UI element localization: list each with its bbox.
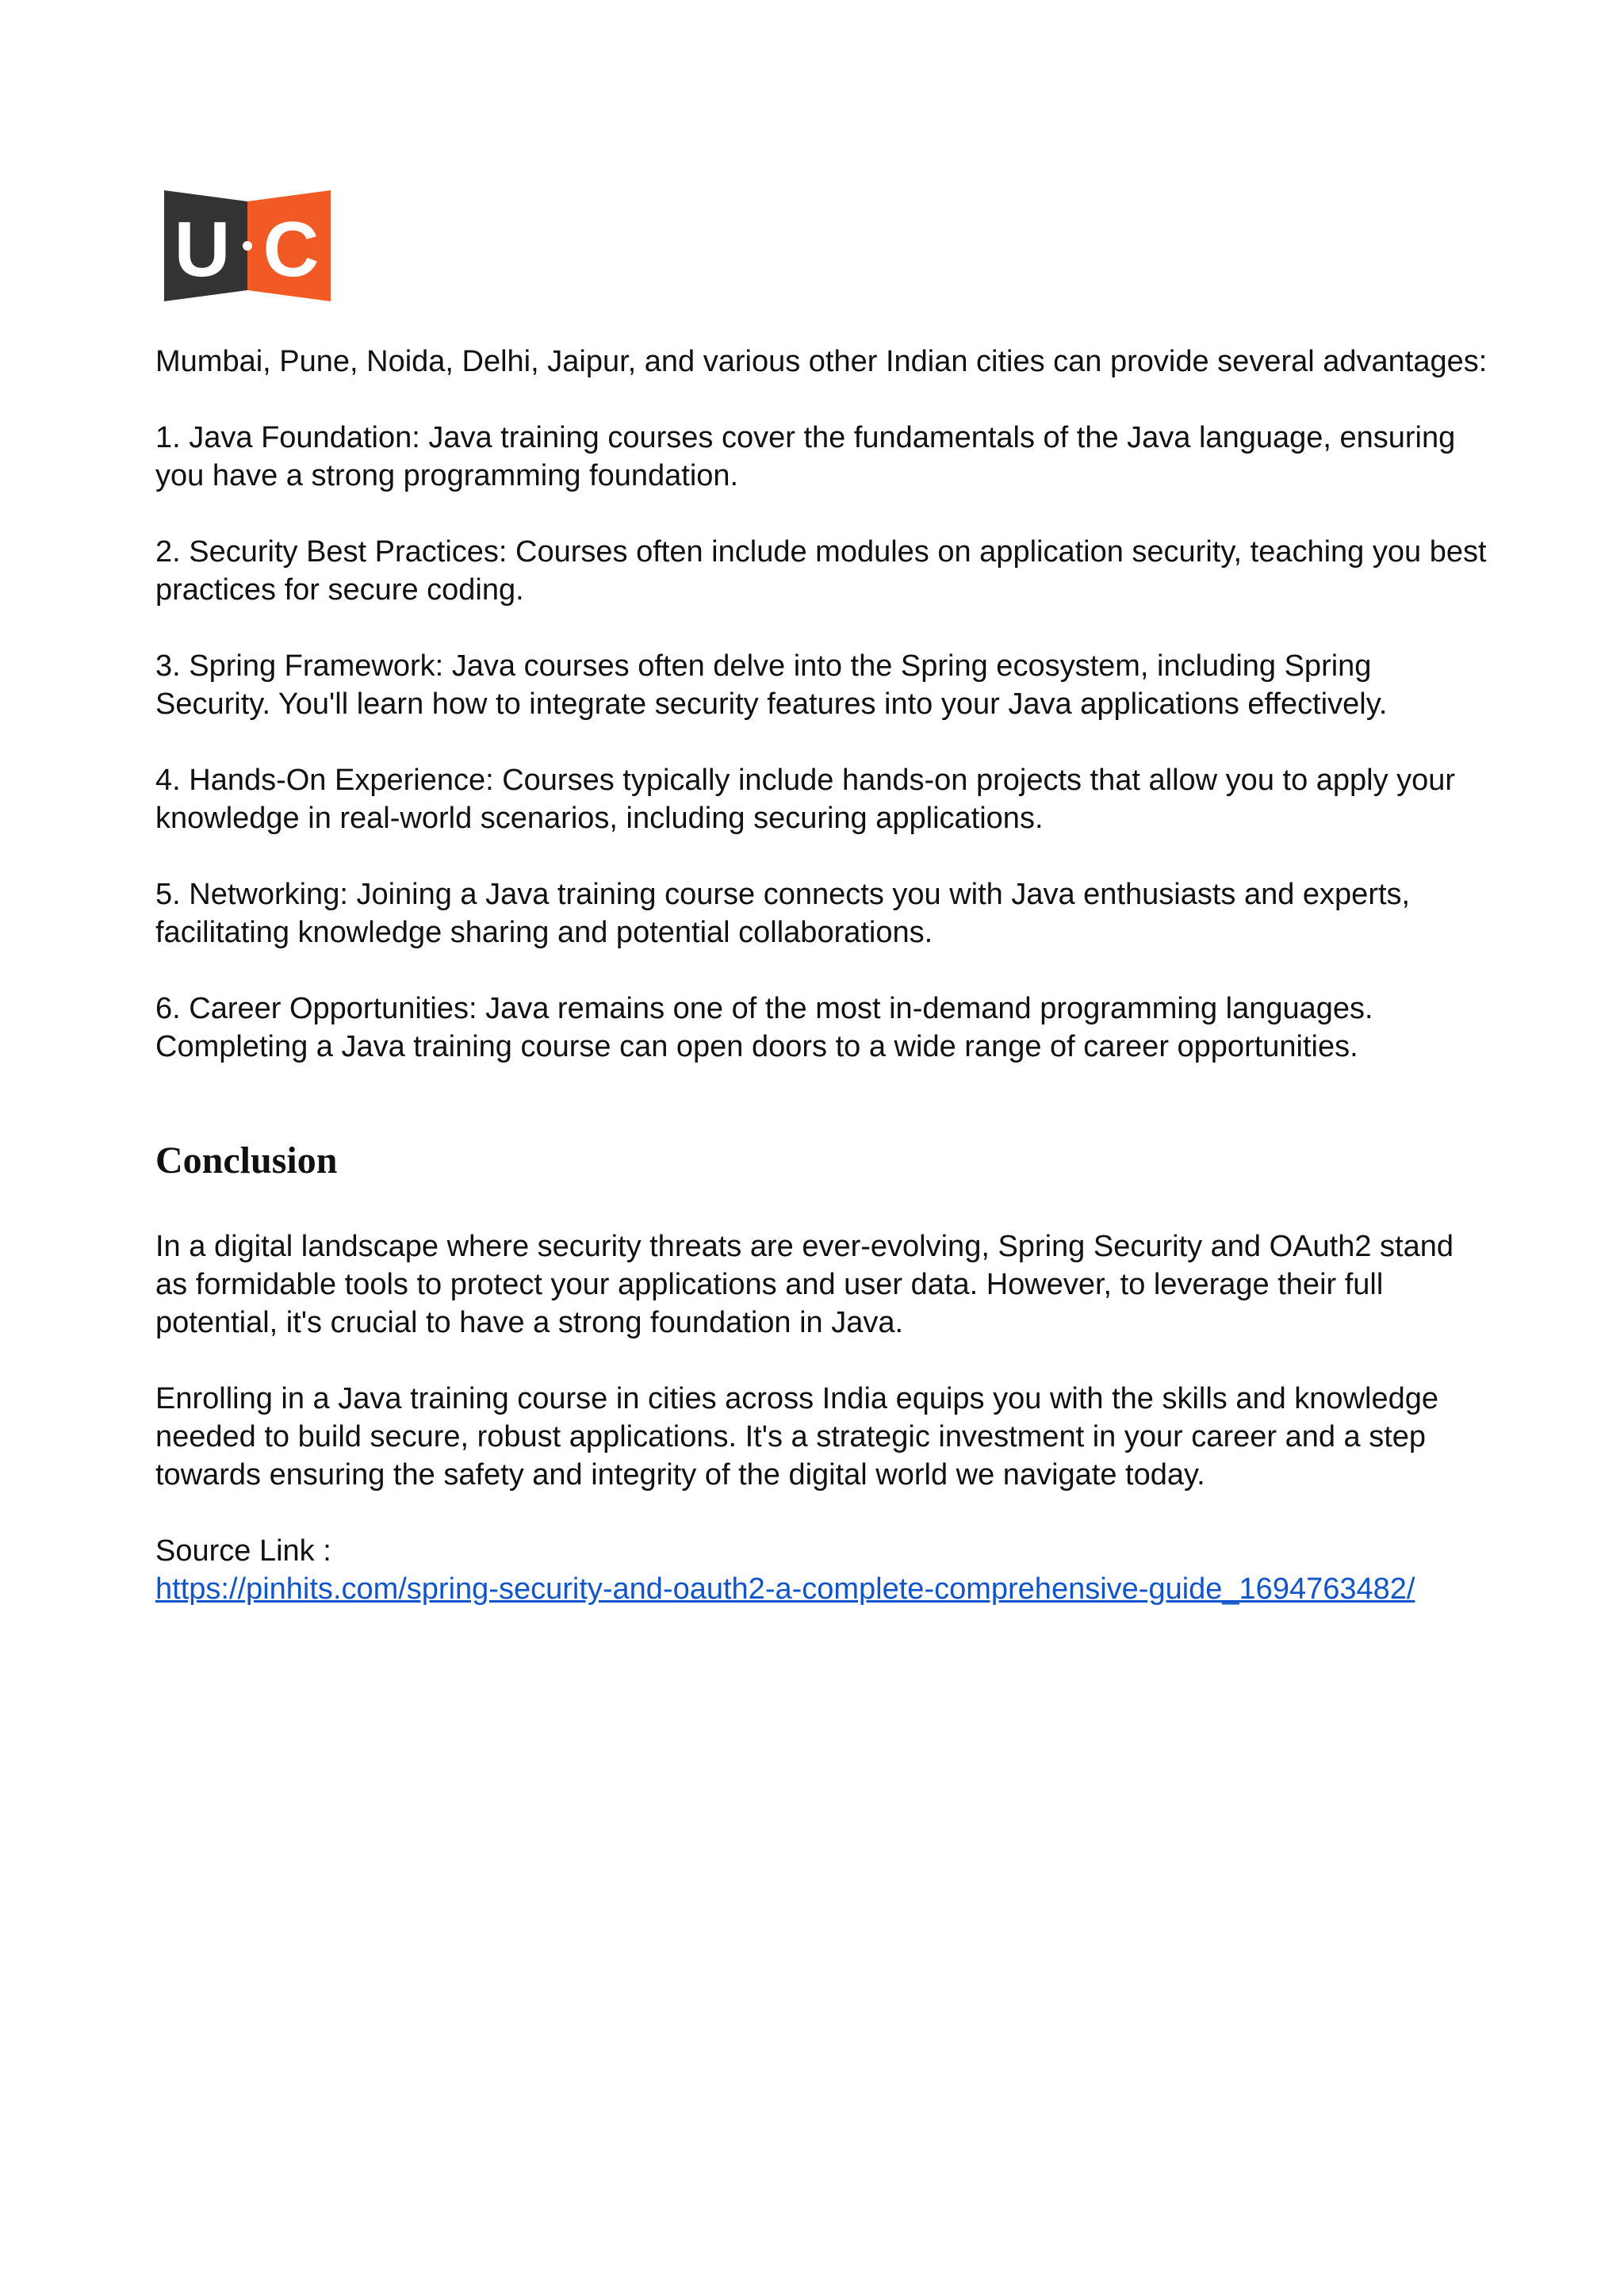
logo-right-letter: C — [262, 205, 320, 293]
document-body — [155, 343, 1488, 1608]
point-security-best-practices: 2. Security Best Practices: Courses often include modules on application security, teaching you best practices for secure coding. — [155, 535, 1487, 607]
logo-left-letter: U — [174, 205, 231, 293]
point-spring-framework: 3. Spring Framework: Java courses often delve into the Spring ecosystem, including Spring Security. You'll learn how to integrate security features into your Java applications effectively. — [155, 649, 1388, 721]
point-networking: 5. Networking: Joining a Java training course connects you with Java enthusiasts and experts, facilitating knowledge sharing and potential collaborations. — [155, 878, 1411, 949]
source-link[interactable]: https://pinhits.com/spring-security-and-oauth2-a-complete-comprehensive-guide_1694763482/ — [155, 1572, 1415, 1606]
source-label: Source Link : — [155, 1534, 331, 1568]
point-hands-on-experience: 4. Hands-On Experience: Courses typically include hands-on projects that allow you to apply your knowledge in real-world scenarios, including securing applications. — [155, 764, 1456, 835]
logo-dot — [243, 241, 252, 251]
intro-paragraph: Mumbai, Pune, Noida, Delhi, Jaipur, and various other Indian cities can provide several advantages: — [155, 345, 1488, 378]
conclusion-paragraph-2: Enrolling in a Java training course in cities across India equips you with the skills and knowledge needed to build secure, robust applications. It's a strategic investment in your career and a step towards ensuring the safety and integrity of the digital world we navigate today. — [155, 1382, 1438, 1492]
conclusion-paragraph-1: In a digital landscape where security threats are ever-evolving, Spring Security and OAuth2 stand as formidable tools to protect your applications and user data. However, to leverage their full potential, it's crucial to have a strong foundation in Java. — [155, 1230, 1454, 1339]
point-java-foundation: 1. Java Foundation: Java training courses cover the fundamentals of the Java language, ensuring you have a strong programming foundation. — [155, 421, 1456, 492]
uc-logo — [164, 190, 331, 301]
point-career-opportunities: 6. Career Opportunities: Java remains one of the most in-demand programming languages. Completing a Java training course can open doors to a wide range of career opportunities. — [155, 992, 1373, 1063]
conclusion-heading: Conclusion — [155, 1139, 338, 1181]
